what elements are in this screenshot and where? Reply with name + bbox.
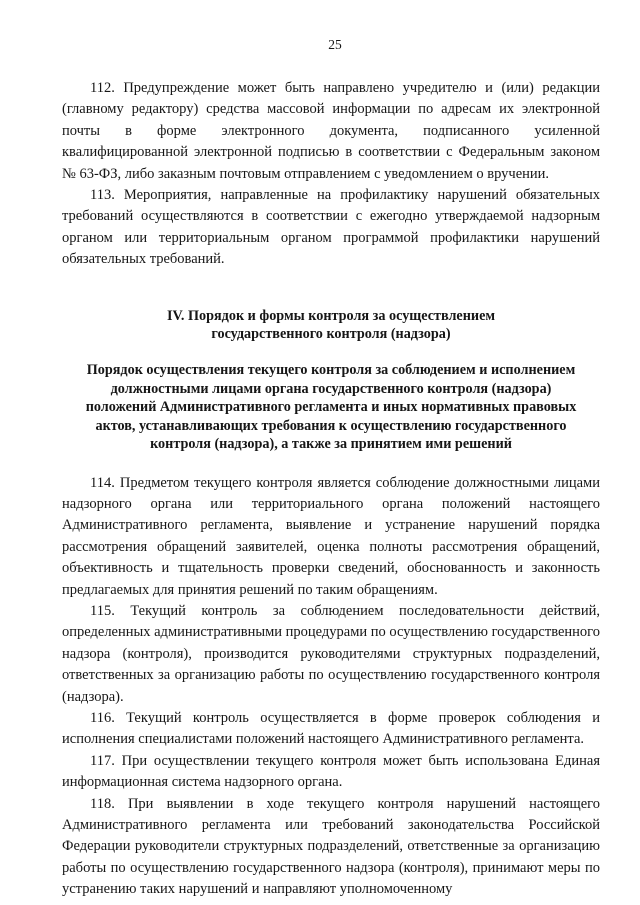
- paragraph-112: 112. Предупреждение может быть направлено учредителю и (или) редакции (главному редактору) средства массовой информации по адресам их электронной почты в форме электронного документа, подписанного усиленной квалифицированной электронной подписью в соответствии с Федеральным законом № 63-ФЗ, либо заказным почтовым отправлением с уведомлением о вручении.: [62, 80, 600, 182]
- subsection-heading-line-2: должностными лицами органа государственного контроля (надзора): [110, 380, 552, 397]
- paragraph-115: 115. Текущий контроль за соблюдением последовательности действий, определенных административными процедурами по осуществлению государственного надзора (контроля), производится руководителями структурных подразделений, ответственных за организацию работы по осуществлению государственного контроля (надзора).: [62, 602, 600, 705]
- subsection-heading: [62, 361, 600, 453]
- page-number: 25: [328, 37, 342, 52]
- section-heading-line-2: государственного контроля (надзора): [211, 326, 451, 343]
- paragraph-118: 118. При выявлении в ходе текущего контроля нарушений настоящего Административного регламента или требований законодательства Российской Федерации руководители структурных подразделений, ответственные за организацию работы по осуществлению государственного надзора (контроля), принимают меры по устранению таких нарушений и направляют уполномоченному: [62, 795, 600, 898]
- paragraph-113: 113. Мероприятия, направленные на профилактику нарушений обязательных требований осуществляются в соответствии с ежегодно утверждаемой надзорным органом или территориальным органом программой профилактики нарушений обязательных требований.: [62, 187, 600, 268]
- section-heading-line-1: IV. Порядок и формы контроля за осуществлением: [166, 307, 496, 324]
- subsection-heading-line-3: положений Административного регламента и иных нормативных правовых: [85, 399, 577, 416]
- subsection-heading-line-1: Порядок осуществления текущего контроля за соблюдением и исполнением: [86, 362, 576, 379]
- paragraph-117: 117. При осуществлении текущего контроля может быть использована Единая информационная система надзорного органа.: [62, 752, 600, 791]
- section-heading: [62, 307, 600, 344]
- paragraph-116: 116. Текущий контроль осуществляется в форме проверок соблюдения и исполнения специалистами положений настоящего Административного регламента.: [62, 709, 600, 748]
- paragraph-114: 114. Предметом текущего контроля является соблюдение должностными лицами надзорного органа или территориального органа положений настоящего Административного регламента, выявление и устранение нарушений порядка рассмотрения обращений заявителей, оценка полноты рассмотрения обращений, объективность и тщательность проверки сведений, обоснованность и законность предлагаемых для принятия решений по таким обращениям.: [62, 474, 600, 598]
- subsection-heading-line-5: контроля (надзора), а также за принятием ими решений: [150, 436, 512, 453]
- subsection-heading-line-4: актов, устанавливающих требования к осуществлению государственного: [95, 417, 567, 434]
